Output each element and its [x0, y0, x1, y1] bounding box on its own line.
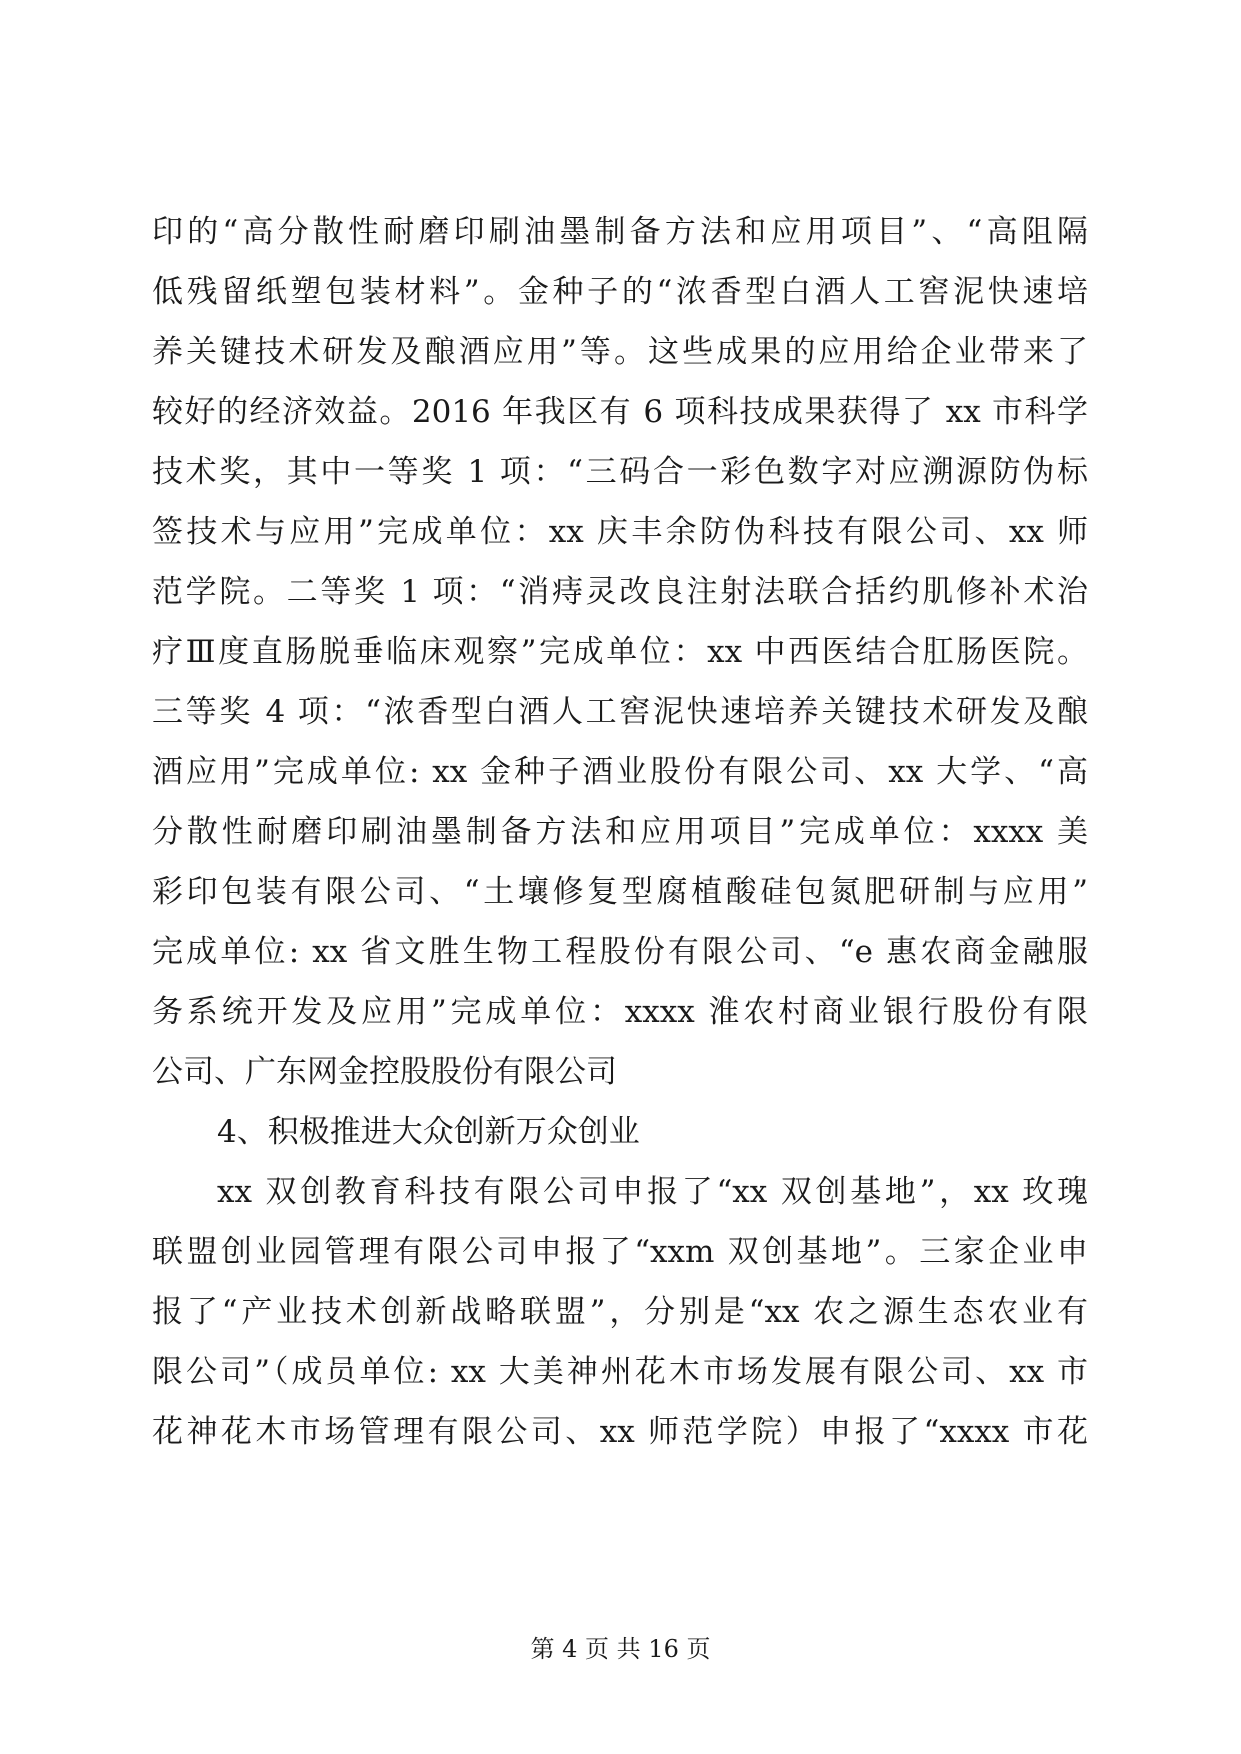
body-text-line: 酒应用”完成单位: xx 金种子酒业股份有限公司、xx 大学、“高	[152, 754, 1088, 790]
body-text-line: 印的“高分散性耐磨印刷油墨制备方法和应用项目”、“高阻隔	[152, 214, 1088, 250]
body-text-line: 养关键技术研发及酿酒应用”等。这些成果的应用给企业带来了	[152, 334, 1088, 370]
body-text-line: 范学院。二等奖 1 项：“消痔灵改良注射法联合括约肌修补术治	[152, 574, 1088, 610]
section-heading: 4、积极推进大众创新万众创业	[217, 1114, 640, 1150]
body-text-line: 疗Ⅲ度直肠脱垂临床观察”完成单位：xx 中西医结合肛肠医院。	[152, 634, 1088, 670]
body-text-line: 务系统开发及应用”完成单位：xxxx 淮农村商业银行股份有限	[152, 994, 1088, 1030]
body-text-line: 联盟创业园管理有限公司申报了“xxm 双创基地”。三家企业申	[152, 1234, 1088, 1270]
body-text-line: 限公司”（成员单位: xx 大美神州花木市场发展有限公司、xx 市	[152, 1354, 1088, 1390]
body-text-line: 较好的经济效益。2016 年我区有 6 项科技成果获得了 xx 市科学	[152, 394, 1088, 430]
body-text-line: 公司、广东网金控股股份有限公司	[152, 1054, 617, 1090]
page-number-footer: 第 4 页 共 16 页	[530, 1635, 711, 1663]
body-text-line: 签技术与应用”完成单位：xx 庆丰余防伪科技有限公司、xx 师	[152, 514, 1088, 550]
body-text-line: 报了“产业技术创新战略联盟”，分别是“xx 农之源生态农业有	[152, 1294, 1088, 1330]
body-text-line: 三等奖 4 项：“浓香型白酒人工窖泥快速培养关键技术研发及酿	[152, 694, 1088, 730]
body-text-line: 彩印包装有限公司、“土壤修复型腐植酸硅包氮肥研制与应用”	[152, 874, 1088, 910]
body-text-line: 技术奖，其中一等奖 1 项：“三码合一彩色数字对应溯源防伪标	[152, 454, 1088, 490]
body-text-line: 低残留纸塑包装材料”。金种子的“浓香型白酒人工窖泥快速培	[152, 274, 1088, 310]
body-text-line: 完成单位: xx 省文胜生物工程股份有限公司、“e 惠农商金融服	[152, 934, 1088, 970]
body-text-line: 分散性耐磨印刷油墨制备方法和应用项目”完成单位：xxxx 美	[152, 814, 1088, 850]
body-text-line: 花神花木市场管理有限公司、xx 师范学院）申报了“xxxx 市花	[152, 1414, 1088, 1450]
body-text-line: xx 双创教育科技有限公司申报了“xx 双创基地”，xx 玫瑰	[217, 1174, 1088, 1210]
